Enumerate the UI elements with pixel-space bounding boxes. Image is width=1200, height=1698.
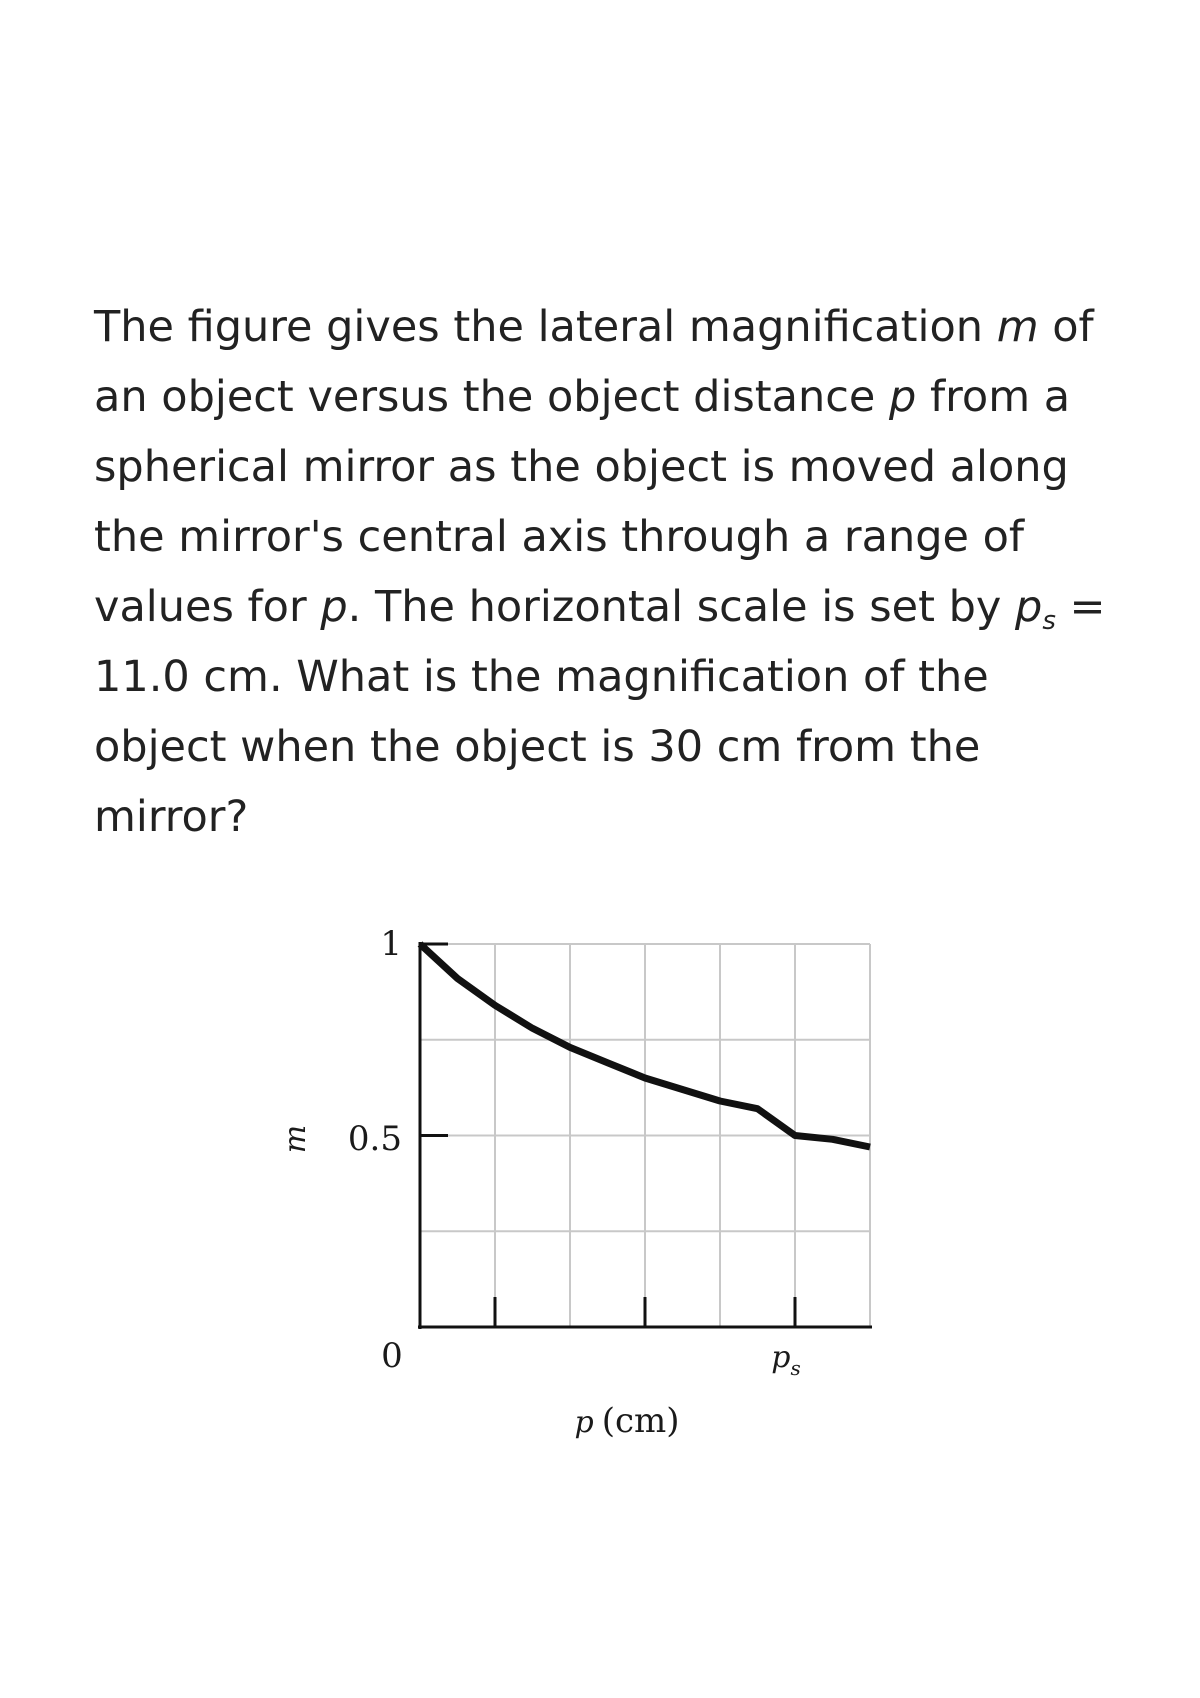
x-tick-label-ps bbox=[771, 1340, 800, 1380]
question-part-1: The figure gives the lateral magnification bbox=[94, 302, 997, 352]
x-tick-label-ps-main: p bbox=[771, 1340, 791, 1375]
y-tick-label-1: 1 bbox=[380, 924, 402, 964]
y-axis-label: m bbox=[278, 1124, 313, 1154]
var-m: m bbox=[996, 302, 1039, 352]
var-p: p bbox=[889, 372, 917, 422]
x-tick-label-ps-subscript: s bbox=[790, 1356, 801, 1380]
var-ps-subscript: s bbox=[1042, 606, 1056, 636]
x-tick-label-0: 0 bbox=[381, 1336, 403, 1376]
question-part-2: of an object versus the object distance bbox=[94, 302, 1094, 422]
question-part-3: from a spherical mirror as the object is moved along the mirror's central axis through a range of values for bbox=[94, 372, 1071, 632]
var-ps-main: p bbox=[1015, 582, 1043, 632]
x-axis-label bbox=[574, 1401, 679, 1441]
var-p: p bbox=[320, 582, 348, 632]
y-tick-label-0-5: 0.5 bbox=[347, 1119, 402, 1159]
x-axis-variable: p bbox=[574, 1405, 594, 1440]
question-part-5: = 11.0 cm. What is the magnification of the object when the object is 30 cm from the mirror? bbox=[94, 582, 1106, 842]
question-part-4: . The horizontal scale is set by bbox=[347, 582, 1016, 632]
x-axis-unit: (cm) bbox=[601, 1401, 680, 1441]
